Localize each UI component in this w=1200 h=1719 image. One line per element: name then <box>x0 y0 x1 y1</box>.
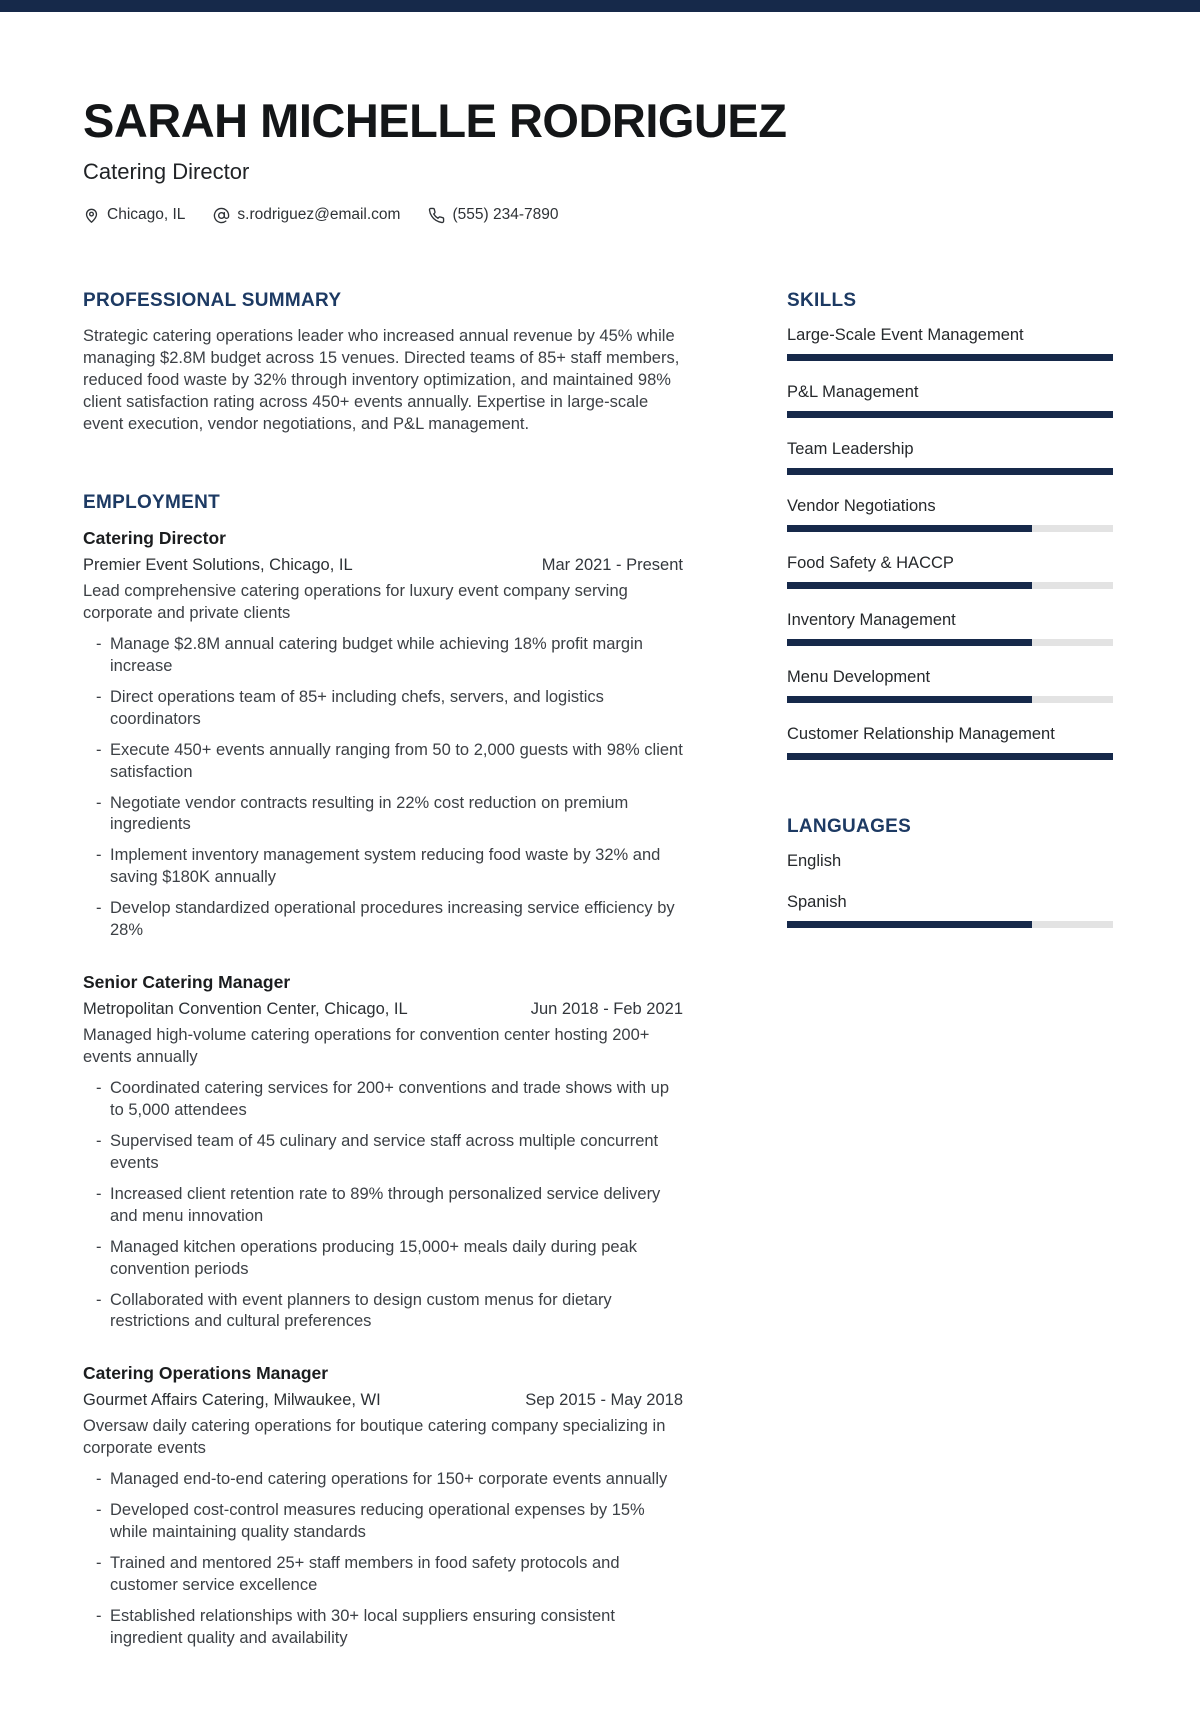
candidate-job-title: Catering Director <box>83 159 250 185</box>
skill-item <box>787 440 1113 475</box>
language-item <box>787 852 1113 871</box>
language-bar-track <box>787 921 1113 928</box>
skill-item <box>787 326 1113 361</box>
skill-bar-track <box>787 753 1113 760</box>
job-company-line <box>83 1000 683 1019</box>
skill-label: Food Safety & HACCP <box>787 554 954 573</box>
skill-item <box>787 725 1113 760</box>
languages-heading: LANGUAGES <box>787 816 912 838</box>
job-entry-3 <box>83 1363 683 1649</box>
job-bullet: - Coordinated catering services for 200+ conventions and trade shows with up to 5,000 attendees <box>83 1078 683 1122</box>
skills-section <box>787 290 1113 760</box>
job-entry-1 <box>83 528 683 942</box>
skill-bar-fill <box>787 354 1113 361</box>
job-bullet: - Negotiate vendor contracts resulting in 22% cost reduction on premium ingredients <box>83 793 683 837</box>
skill-item <box>787 668 1113 703</box>
skill-bar-track <box>787 582 1113 589</box>
skill-item <box>787 554 1113 589</box>
skill-bar-fill <box>787 411 1113 418</box>
job-title: Senior Catering Manager <box>83 972 291 993</box>
job-bullet: - Managed kitchen operations producing 15,000+ meals daily during peak convention periods <box>83 1237 683 1281</box>
candidate-name: SARAH MICHELLE RODRIGUEZ <box>83 94 787 147</box>
job-bullet: - Trained and mentored 25+ staff members in food safety protocols and customer service excellence <box>83 1553 683 1597</box>
skill-label: Customer Relationship Management <box>787 725 1055 744</box>
skill-bar-track <box>787 639 1113 646</box>
contact-email <box>213 206 400 224</box>
language-item <box>787 893 1113 928</box>
job-company: Premier Event Solutions, Chicago, IL <box>83 556 353 575</box>
contact-location <box>83 206 185 224</box>
job-bullet: - Execute 450+ events annually ranging from 50 to 2,000 guests with 98% client satisfaction <box>83 740 683 784</box>
summary-text: Strategic catering operations leader who increased annual revenue by 45% while managing $2.8M budget across 15 venues. Directed teams of 85+ staff members, reduced food waste by 32% through inventory optimization, and maintained 98% client satisfaction rating across 450+ events annually. Expertise in large-scale event execution, vendor negotiations, and P&L management. <box>83 327 680 434</box>
skills-heading: SKILLS <box>787 290 857 312</box>
skill-bar-track <box>787 468 1113 475</box>
skill-item <box>787 383 1113 418</box>
skill-label: Team Leadership <box>787 440 914 459</box>
job-bullet: - Develop standardized operational procedures increasing service efficiency by 28% <box>83 898 683 942</box>
contact-location-text: Chicago, IL <box>107 206 186 224</box>
skill-label: Inventory Management <box>787 611 956 630</box>
job-bullet-list <box>83 1078 683 1333</box>
top-accent-bar <box>0 0 1200 12</box>
job-description: Managed high-volume catering operations for convention center hosting 200+ events annually <box>83 1026 650 1067</box>
job-company: Gourmet Affairs Catering, Milwaukee, WI <box>83 1391 381 1410</box>
resume-header <box>83 12 1113 224</box>
skill-bar-fill <box>787 582 1032 589</box>
summary-section <box>83 290 683 436</box>
job-company-line <box>83 1391 683 1410</box>
skill-bar-track <box>787 354 1113 361</box>
skill-item <box>787 611 1113 646</box>
location-pin-icon <box>83 207 100 224</box>
job-bullet-list <box>83 1469 683 1650</box>
skill-bar-track <box>787 525 1113 532</box>
contact-phone-text: (555) 234-7890 <box>452 206 559 224</box>
skill-bar-track <box>787 696 1113 703</box>
language-label: Spanish <box>787 893 847 912</box>
phone-icon <box>428 207 445 224</box>
skill-label: Menu Development <box>787 668 931 687</box>
job-bullet: - Manage $2.8M annual catering budget while achieving 18% profit margin increase <box>83 634 683 678</box>
employment-section <box>83 492 683 1650</box>
skill-item <box>787 497 1113 532</box>
skill-bar-track <box>787 411 1113 418</box>
left-column <box>83 290 683 1659</box>
summary-heading: PROFESSIONAL SUMMARY <box>83 290 342 312</box>
language-label: English <box>787 852 842 871</box>
job-description: Oversaw daily catering operations for boutique catering company specializing in corporate events <box>83 1417 666 1458</box>
job-bullet: - Supervised team of 45 culinary and service staff across multiple concurrent events <box>83 1131 683 1175</box>
job-title: Catering Operations Manager <box>83 1363 329 1384</box>
skill-bar-fill <box>787 753 1113 760</box>
job-dates: Mar 2021 - Present <box>541 556 683 575</box>
job-bullet-list <box>83 634 683 942</box>
contact-email-text: s.rodriguez@email.com <box>237 206 401 224</box>
resume-content <box>0 12 1200 1719</box>
language-bar-fill <box>787 921 1032 928</box>
job-dates: Jun 2018 - Feb 2021 <box>530 1000 683 1019</box>
contact-phone <box>428 206 558 224</box>
skill-bar-fill <box>787 468 1113 475</box>
job-company-line <box>83 556 683 575</box>
skill-bar-fill <box>787 525 1032 532</box>
contact-row <box>83 206 1113 224</box>
job-dates: Sep 2015 - May 2018 <box>525 1391 683 1410</box>
resume-columns <box>83 290 1113 1659</box>
job-entry-2 <box>83 972 683 1333</box>
job-bullet: - Established relationships with 30+ local suppliers ensuring consistent ingredient quality and availability <box>83 1606 683 1650</box>
skill-label: P&L Management <box>787 383 919 402</box>
skill-bar-fill <box>787 639 1032 646</box>
at-sign-icon <box>213 207 230 224</box>
job-title: Catering Director <box>83 528 226 549</box>
job-bullet: - Developed cost-control measures reducing operational expenses by 15% while maintaining quality standards <box>83 1500 683 1544</box>
job-company: Metropolitan Convention Center, Chicago, IL <box>83 1000 408 1019</box>
right-column <box>787 290 1113 950</box>
skill-label: Vendor Negotiations <box>787 497 936 516</box>
job-bullet: - Implement inventory management system reducing food waste by 32% and saving $180K annually <box>83 845 683 889</box>
skill-bar-fill <box>787 696 1032 703</box>
employment-heading: EMPLOYMENT <box>83 492 221 514</box>
job-bullet: - Collaborated with event planners to design custom menus for dietary restrictions and cultural preferences <box>83 1290 683 1334</box>
job-bullet: - Direct operations team of 85+ including chefs, servers, and logistics coordinators <box>83 687 683 731</box>
job-bullet: - Increased client retention rate to 89% through personalized service delivery and menu innovation <box>83 1184 683 1228</box>
job-bullet: - Managed end-to-end catering operations for 150+ corporate events annually <box>83 1469 683 1491</box>
skill-label: Large-Scale Event Management <box>787 326 1024 345</box>
job-description: Lead comprehensive catering operations for luxury event company serving corporate and private clients <box>83 582 628 622</box>
languages-section <box>787 816 1113 928</box>
